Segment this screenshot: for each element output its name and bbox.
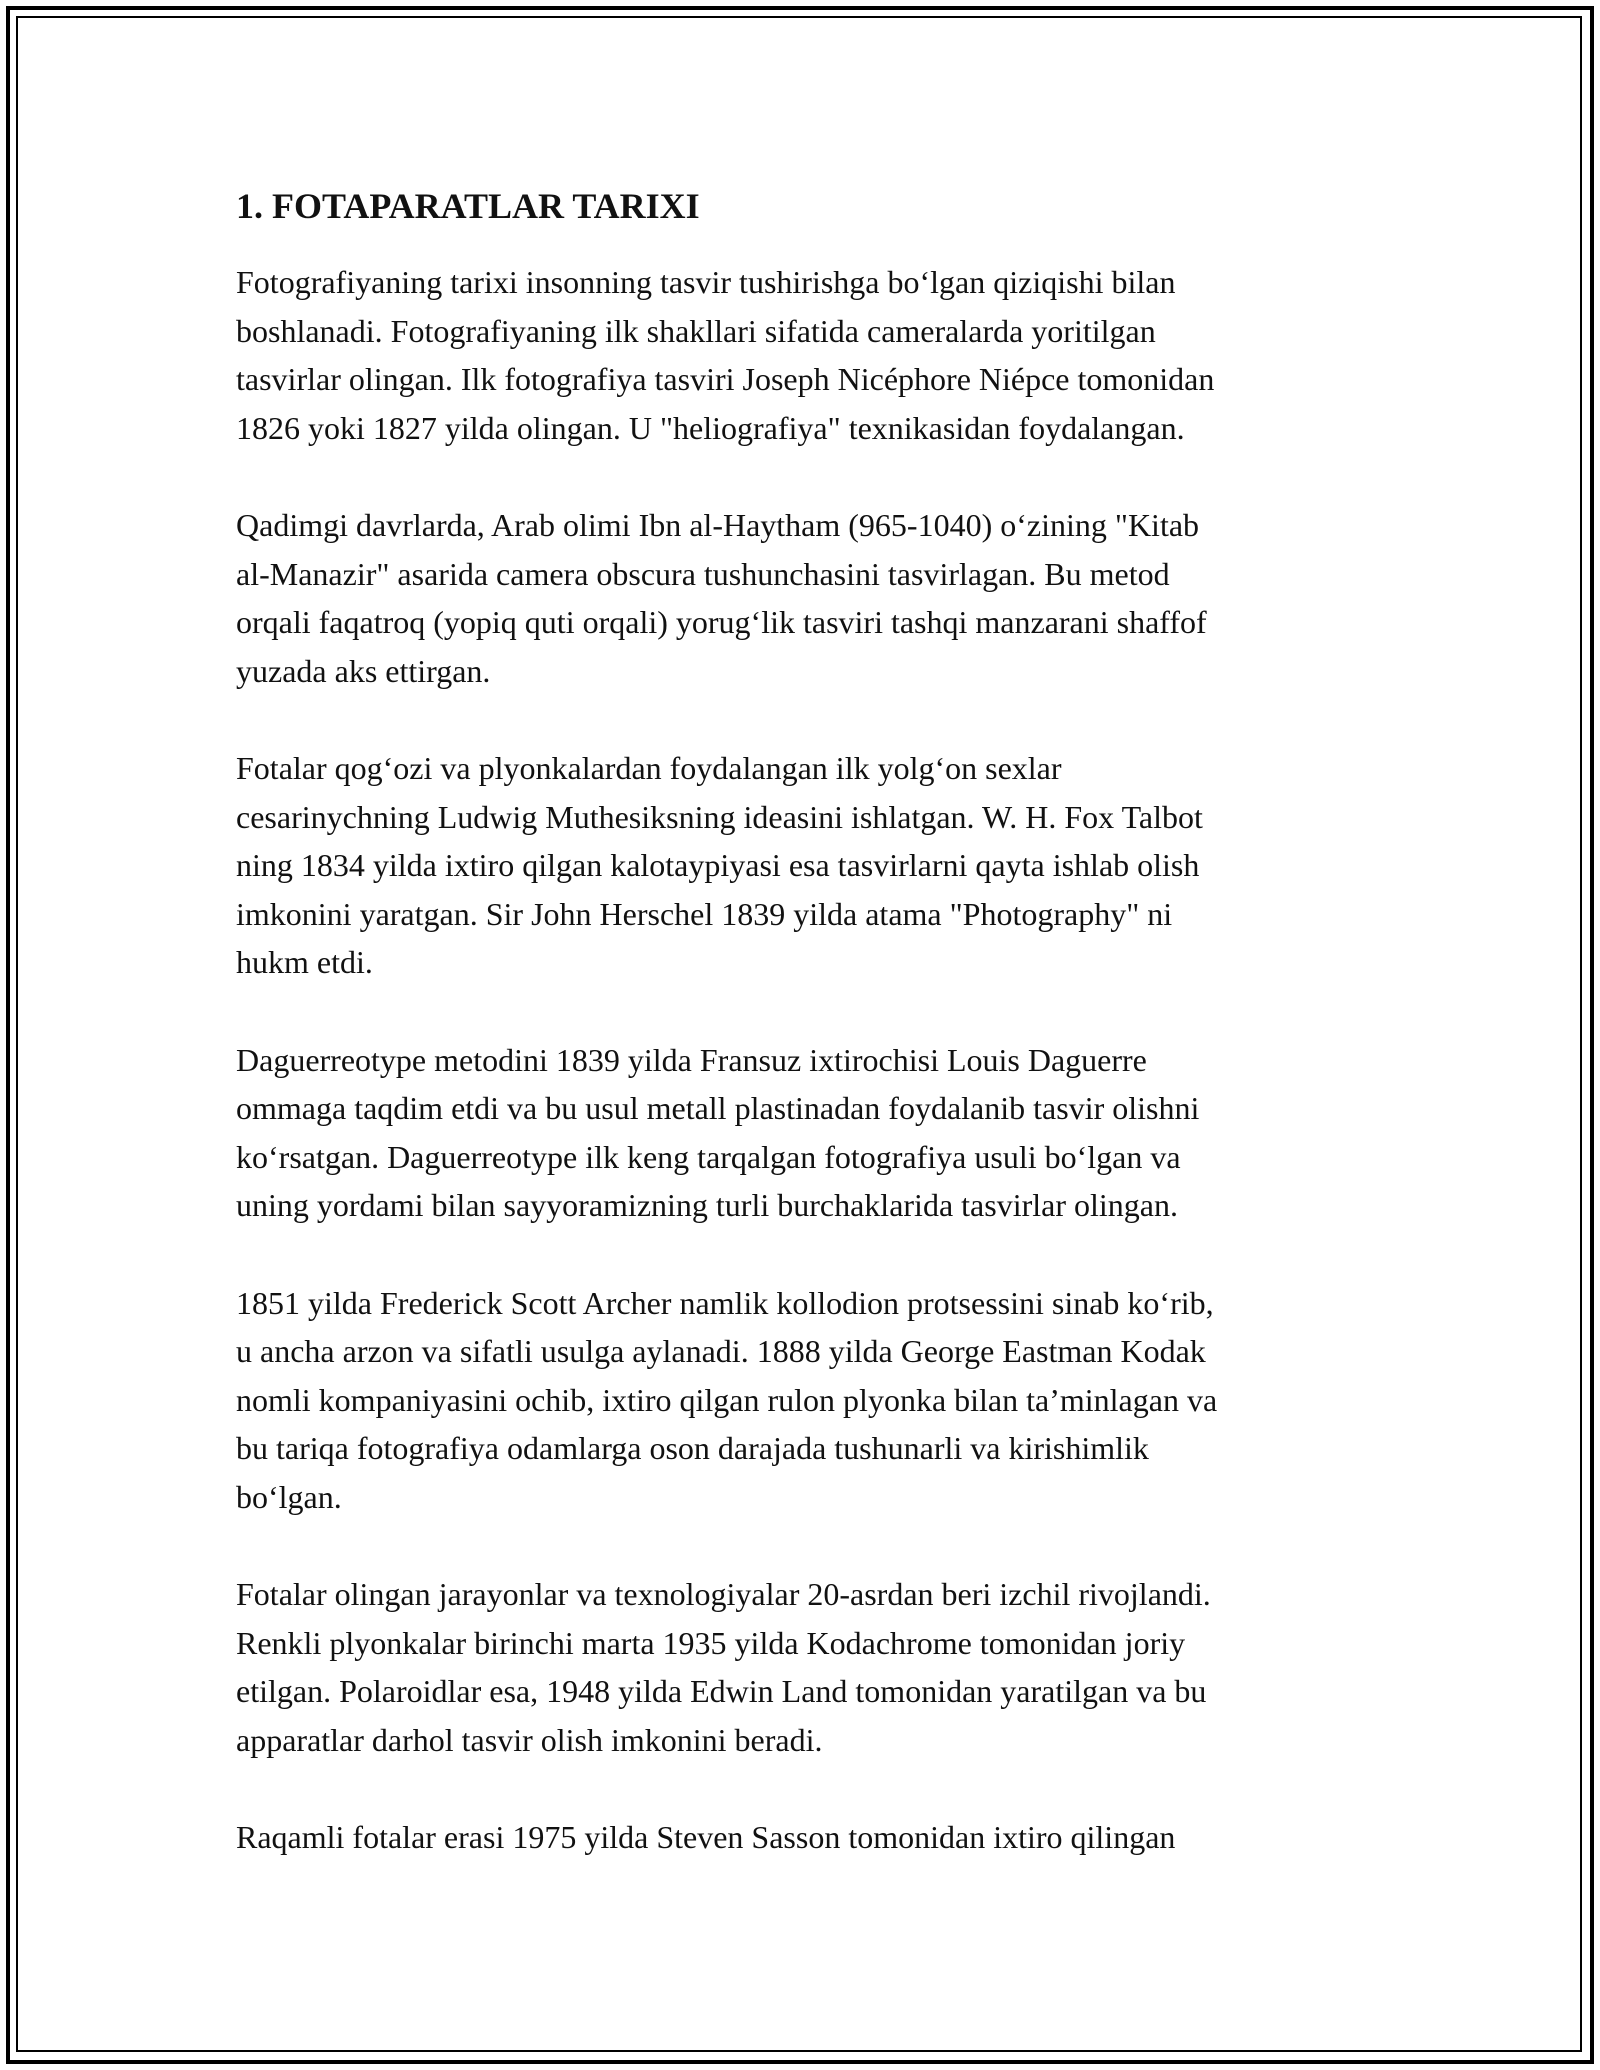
text-line: hukm etdi. <box>236 944 373 980</box>
paragraph <box>236 1570 1366 1764</box>
text-line: 1826 yoki 1827 yilda olingan. U "heliografiya" texnikasidan foydalangan. <box>236 409 1185 446</box>
text-line: 1851 yilda Frederick Scott Archer namlik kollodion protsessini sinab ko‘rib, <box>236 1284 1214 1321</box>
page-title: 1. FOTAPARATLAR TARIXI <box>236 186 700 226</box>
paragraph-list <box>236 258 1366 1862</box>
paragraph <box>236 1036 1366 1230</box>
paragraph <box>236 1813 1366 1862</box>
document-body <box>236 184 1366 1911</box>
text-line: yuzada aks ettirgan. <box>236 652 491 689</box>
text-line: u ancha arzon va sifatli usulga aylanadi. 1888 yilda George Eastman Kodak <box>236 1333 1206 1369</box>
text-line: imkonini yaratgan. Sir John Herschel 1839 yilda atama "Photography" ni <box>236 895 1173 932</box>
text-line: ning 1834 yilda ixtiro qilgan kalotaypiyasi esa tasvirlarni qayta ishlab olish <box>236 847 1200 883</box>
text-line: ommaga taqdim etdi va bu usul metall plastinadan foydalanib tasvir olishni <box>236 1090 1200 1126</box>
text-line: tasvirlar olingan. Ilk fotografiya tasviri Joseph Nicéphore Niépce tomonidan <box>236 361 1215 397</box>
text-line: Fotalar qog‘ozi va plyonkalardan foydalangan ilk yolg‘on sexlar <box>236 750 1062 786</box>
text-line: Fotalar olingan jarayonlar va texnologiyalar 20-asrdan beri izchil rivojlandi. <box>236 1576 1211 1612</box>
text-line: Fotografiyaning tarixi insonning tasvir tushirishga bo‘lgan qiziqishi bilan <box>236 264 1176 300</box>
text-line: boshlanadi. Fotografiyaning ilk shakllari sifatida cameralarda yoritilgan <box>236 312 1156 349</box>
text-line: orqali faqatroq (yopiq quti orqali) yorug‘lik tasviri tashqi manzarani shaffof <box>236 604 1207 640</box>
text-line: ko‘rsatgan. Daguerreotype ilk keng tarqalgan fotografiya usuli bo‘lgan va <box>236 1138 1181 1175</box>
text-line: uning yordami bilan sayyoramizning turli burchaklarida tasvirlar olingan. <box>236 1187 1178 1223</box>
text-line: Daguerreotype metodini 1839 yilda Fransuz ixtirochisi Louis Daguerre <box>236 1041 1147 1078</box>
text-line: cesarinychning Ludwig Muthesiksning ideasini ishlatgan. W. H. Fox Talbot <box>236 798 1203 835</box>
text-line: Qadimgi davrlarda, Arab olimi Ibn al-Haytham (965-1040) o‘zining "Kitab <box>236 507 1200 543</box>
paragraph <box>236 744 1366 987</box>
text-line: al-Manazir" asarida camera obscura tushunchasini tasvirlagan. Bu metod <box>236 555 1170 592</box>
paragraph <box>236 1279 1366 1522</box>
paragraph <box>236 258 1366 452</box>
paragraph <box>236 501 1366 695</box>
text-line: nomli kompaniyasini ochib, ixtiro qilgan rulon plyonka bilan ta’minlagan va <box>236 1381 1218 1418</box>
text-line: Renkli plyonkalar birinchi marta 1935 yilda Kodachrome tomonidan joriy <box>236 1624 1186 1661</box>
text-line: bu tariqa fotografiya odamlarga oson darajada tushunarli va kirishimlik <box>236 1430 1149 1466</box>
text-line: apparatlar darhol tasvir olish imkonini beradi. <box>236 1721 823 1758</box>
text-line: Raqamli fotalar erasi 1975 yilda Steven Sasson tomonidan ixtiro qilingan <box>236 1819 1176 1855</box>
text-line: bo‘lgan. <box>236 1478 342 1515</box>
text-line: etilgan. Polaroidlar esa, 1948 yilda Edwin Land tomonidan yaratilgan va bu <box>236 1673 1207 1709</box>
